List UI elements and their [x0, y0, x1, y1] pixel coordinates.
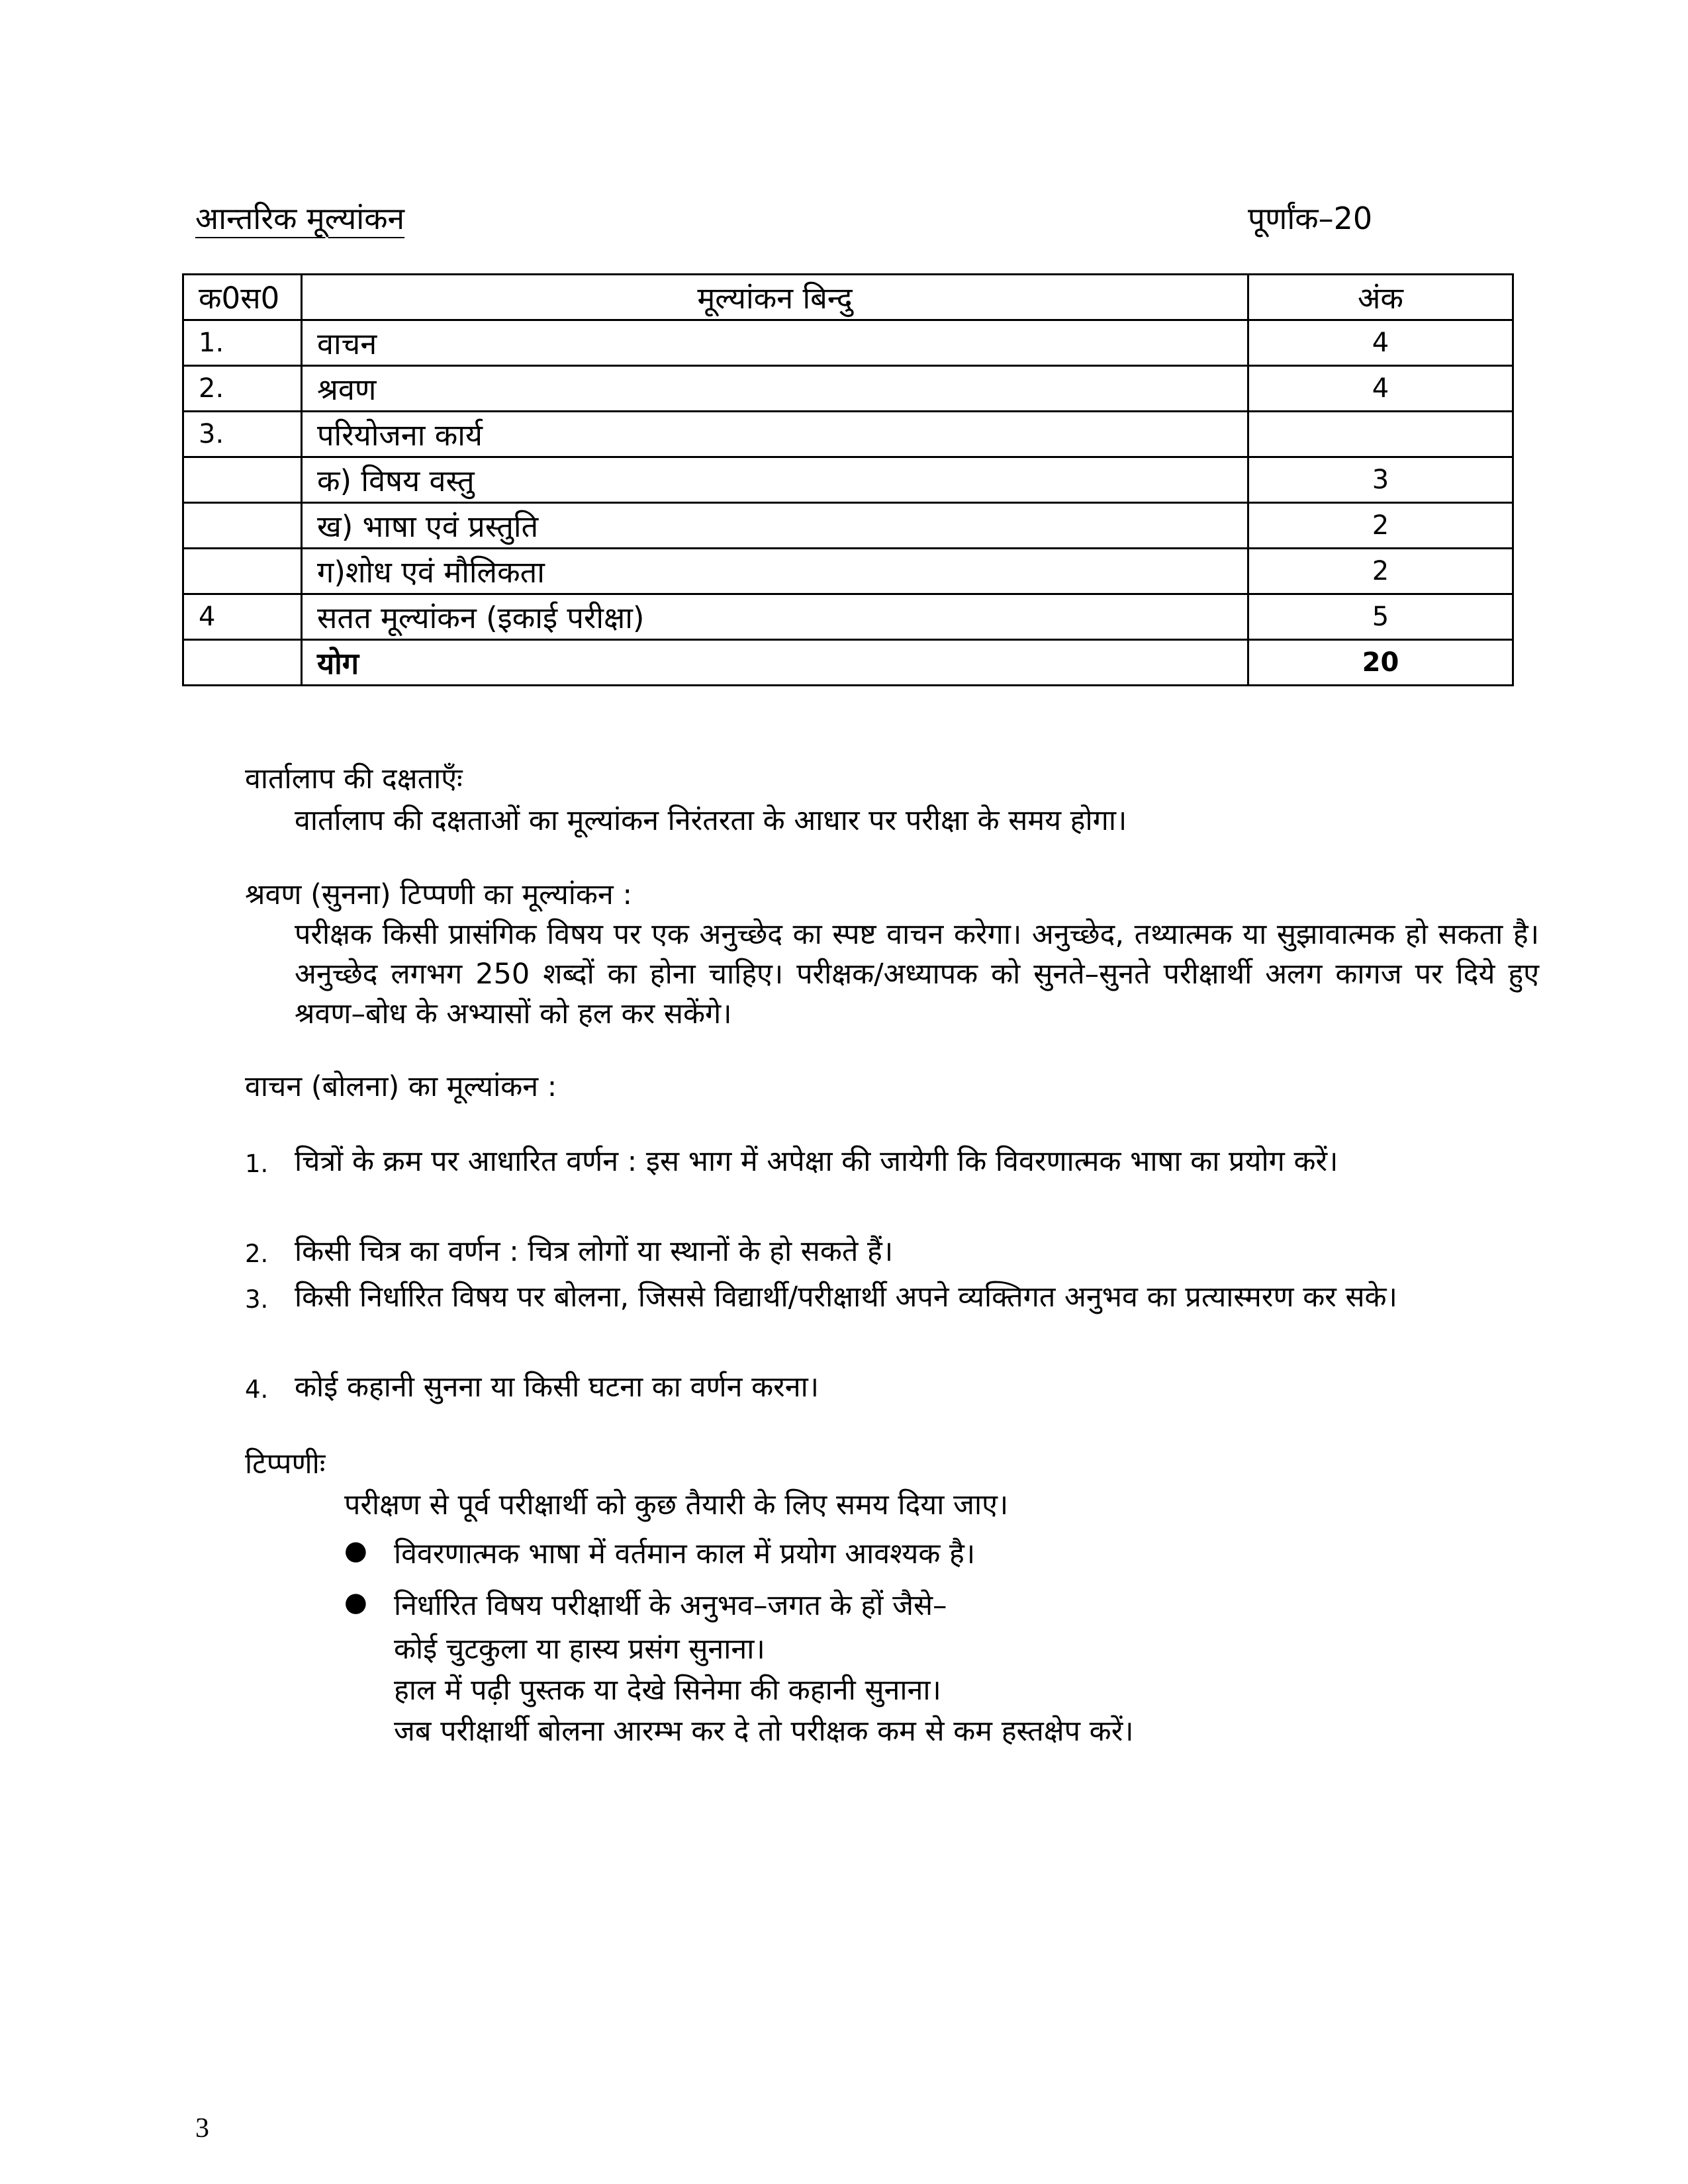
- notes-intro: परीक्षण से पूर्व परीक्षार्थी को कुछ तैयारी के लिए समय दिया जाए।: [344, 1488, 1009, 1522]
- bullet-item: विवरणात्मक भाषा में वर्तमान काल में प्रयोग आवश्यक है।: [394, 1537, 976, 1570]
- table-header-row: [183, 275, 1513, 320]
- table-row: [183, 549, 1513, 594]
- bullet-item: निर्धारित विषय परीक्षार्थी के अनुभव–जगत के हों जैसे–: [394, 1589, 947, 1622]
- table-row: [183, 412, 1513, 457]
- row-serial: 1.: [183, 320, 302, 366]
- row-serial: 3.: [183, 412, 302, 457]
- row-marks: 4: [1248, 366, 1513, 412]
- table-row: [183, 594, 1513, 640]
- row-item: ग)शोध एवं मौलिकता: [302, 549, 1248, 594]
- row-item: ख) भाषा एवं प्रस्तुति: [302, 503, 1248, 549]
- list-item-number: 2.: [245, 1240, 269, 1268]
- total-marks-value: 20: [1248, 640, 1513, 686]
- example-line: कोई चुटकुला या हास्य प्रसंग सुनाना।: [394, 1633, 765, 1666]
- row-serial: [183, 457, 302, 503]
- marks-table: [182, 273, 1514, 686]
- list-item-number: 4.: [245, 1375, 269, 1404]
- row-marks: 4: [1248, 320, 1513, 366]
- page-number: 3: [195, 2113, 209, 2144]
- row-marks: 2: [1248, 503, 1513, 549]
- row-item: परियोजना कार्य: [302, 412, 1248, 457]
- example-line: हाल में पढ़ी पुस्तक या देखे सिनेमा की कहानी सुनाना।: [394, 1674, 941, 1707]
- table-total-row: [183, 640, 1513, 686]
- speaking-heading: वाचन (बोलना) का मूल्यांकन :: [245, 1070, 557, 1103]
- row-serial: 2.: [183, 366, 302, 412]
- list-item: किसी चित्र का वर्णन : चित्र लोगों या स्थानों के हो सकते हैं।: [295, 1235, 894, 1268]
- row-item: वाचन: [302, 320, 1248, 366]
- row-item: श्रवण: [302, 366, 1248, 412]
- example-line: जब परीक्षार्थी बोलना आरम्भ कर दे तो परीक्षक कम से कम हस्तक्षेप करें।: [394, 1715, 1134, 1748]
- row-marks: [1248, 412, 1513, 457]
- row-serial: [183, 503, 302, 549]
- list-item-number: 1.: [245, 1150, 269, 1178]
- listening-text: परीक्षक किसी प्रासंगिक विषय पर एक अनुच्छेद का स्पष्ट वाचन करेगा। अनुच्छेद, तथ्यात्मक या सुझावात्मक हो सकता है। अनुच्छेद लगभग 250 शब्दों का होना चाहिए। परीक्षक/अध्यापक को सुनते–सुनते परीक्षार्थी अलग कागज पर दिये हुए श्रवण–बोध के अभ्यासों को हल कर सकेंगे।: [295, 918, 1539, 1030]
- total-label: योग: [302, 640, 1248, 686]
- table-row: [183, 320, 1513, 366]
- page-title: आन्तरिक मूल्यांकन: [195, 201, 405, 236]
- header-marks: अंक: [1248, 275, 1513, 320]
- total-marks: पूर्णांक–20: [1248, 201, 1373, 236]
- list-item: कोई कहानी सुनना या किसी घटना का वर्णन करना।: [295, 1371, 820, 1404]
- row-marks: 3: [1248, 457, 1513, 503]
- bullet-icon: ●: [344, 1535, 367, 1566]
- conversation-heading: वार्तालाप की दक्षताएँः: [245, 762, 463, 796]
- notes-heading: टिप्पणीः: [245, 1447, 326, 1480]
- list-item-number: 3.: [245, 1285, 269, 1314]
- row-item: क) विषय वस्तु: [302, 457, 1248, 503]
- table-row: [183, 366, 1513, 412]
- row-marks: 2: [1248, 549, 1513, 594]
- bullet-icon: ●: [344, 1587, 367, 1617]
- table-row: [183, 457, 1513, 503]
- listening-heading: श्रवण (सुनना) टिप्पणी का मूल्यांकन :: [245, 878, 632, 911]
- table-row: [183, 503, 1513, 549]
- header-evaluation-point: मूल्यांकन बिन्दु: [302, 275, 1248, 320]
- conversation-text: वार्तालाप की दक्षताओं का मूल्यांकन निरंतरता के आधार पर परीक्षा के समय होगा।: [295, 804, 1127, 837]
- row-item: सतत मूल्यांकन (इकाई परीक्षा): [302, 594, 1248, 640]
- row-serial: 4: [183, 594, 302, 640]
- list-item: चित्रों के क्रम पर आधारित वर्णन : इस भाग में अपेक्षा की जायेगी कि विवरणात्मक भाषा का प्रयोग करें।: [295, 1145, 1338, 1178]
- row-serial: [183, 640, 302, 686]
- row-serial: [183, 549, 302, 594]
- list-item: किसी निर्धारित विषय पर बोलना, जिससे विद्यार्थी/परीक्षार्थी अपने व्यक्तिगत अनुभव का प्रत्यास्मरण कर सके।: [295, 1281, 1397, 1314]
- header-serial: क0स0: [183, 275, 302, 320]
- row-marks: 5: [1248, 594, 1513, 640]
